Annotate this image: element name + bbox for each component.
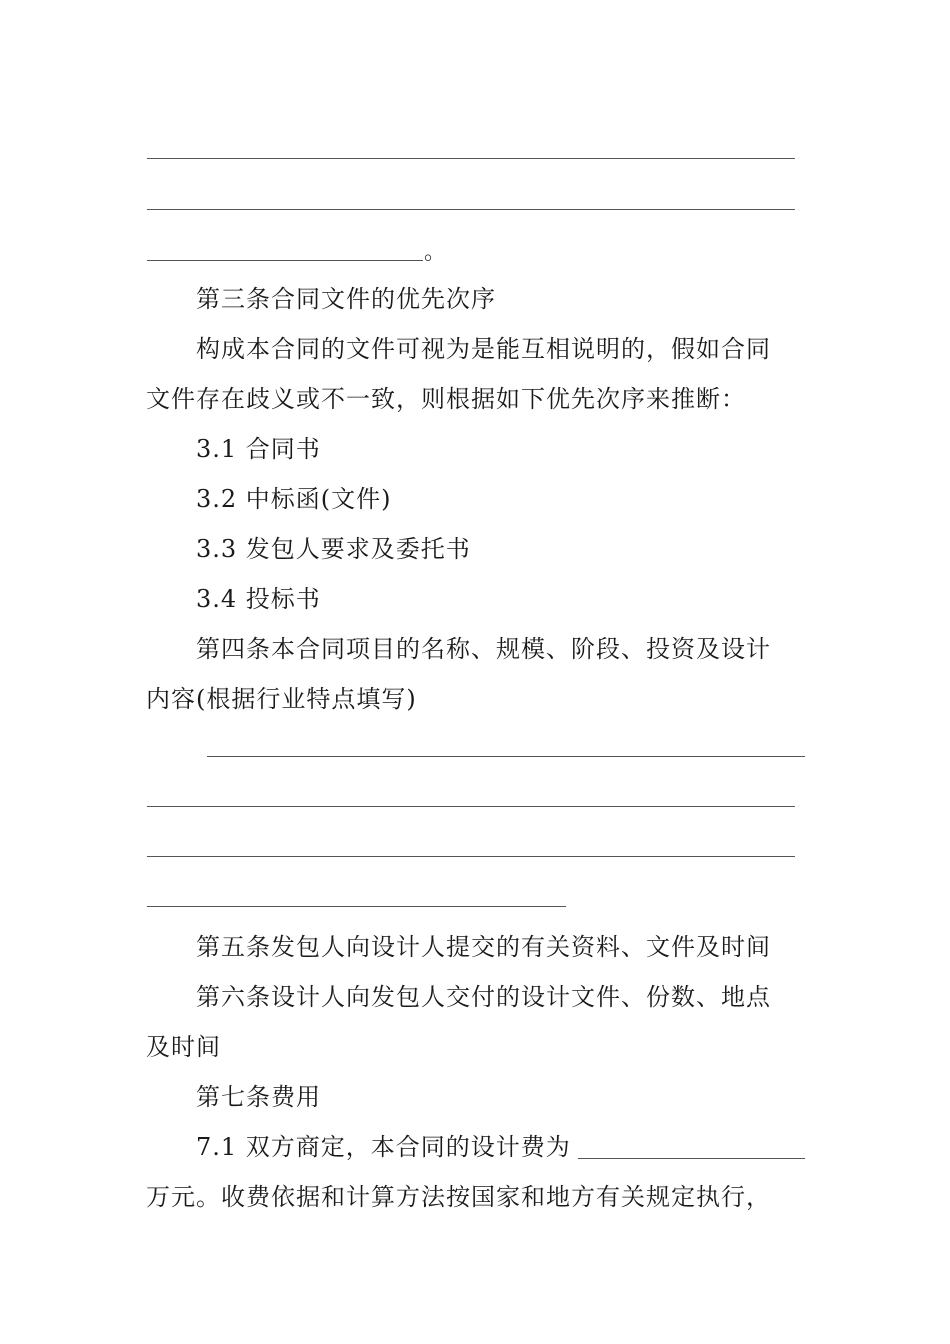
article-3-body-line1: 构成本合同的文件可视为是能互相说明的，假如合同 bbox=[196, 335, 771, 363]
article-3-title: 第三条合同文件的优先次序 bbox=[196, 285, 496, 313]
blank-line bbox=[147, 158, 795, 159]
article-7-1-line2: 万元。收费依据和计算方法按国家和地方有关规定执行， bbox=[146, 1183, 771, 1211]
article-4-line2: 内容(根据行业特点填写) bbox=[146, 685, 417, 713]
blank-line bbox=[147, 856, 795, 857]
fee-blank-line bbox=[578, 1158, 805, 1159]
item-3-2: 3.2 中标函(文件) bbox=[196, 485, 392, 513]
blank-line bbox=[147, 260, 423, 261]
article-7-title: 第七条费用 bbox=[196, 1083, 321, 1111]
article-4-line1: 第四条本合同项目的名称、规模、阶段、投资及设计 bbox=[196, 635, 771, 663]
blank-line bbox=[207, 756, 805, 757]
item-3-3: 3.3 发包人要求及委托书 bbox=[196, 535, 471, 563]
blank-line bbox=[147, 806, 795, 807]
article-6-line1: 第六条设计人向发包人交付的设计文件、份数、地点 bbox=[196, 983, 771, 1011]
item-3-1: 3.1 合同书 bbox=[196, 435, 321, 463]
article-5: 第五条发包人向设计人提交的有关资料、文件及时间 bbox=[196, 933, 771, 961]
item-3-4: 3.4 投标书 bbox=[196, 585, 321, 613]
article-3-body-line2: 文件存在歧义或不一致，则根据如下优先次序来推断： bbox=[146, 385, 746, 413]
article-6-line2: 及时间 bbox=[146, 1033, 221, 1061]
blank-line bbox=[147, 209, 795, 210]
article-7-1-line1: 7.1 双方商定，本合同的设计费为 bbox=[196, 1133, 571, 1161]
blank-line bbox=[147, 906, 566, 907]
period-mark: 。 bbox=[424, 240, 447, 265]
